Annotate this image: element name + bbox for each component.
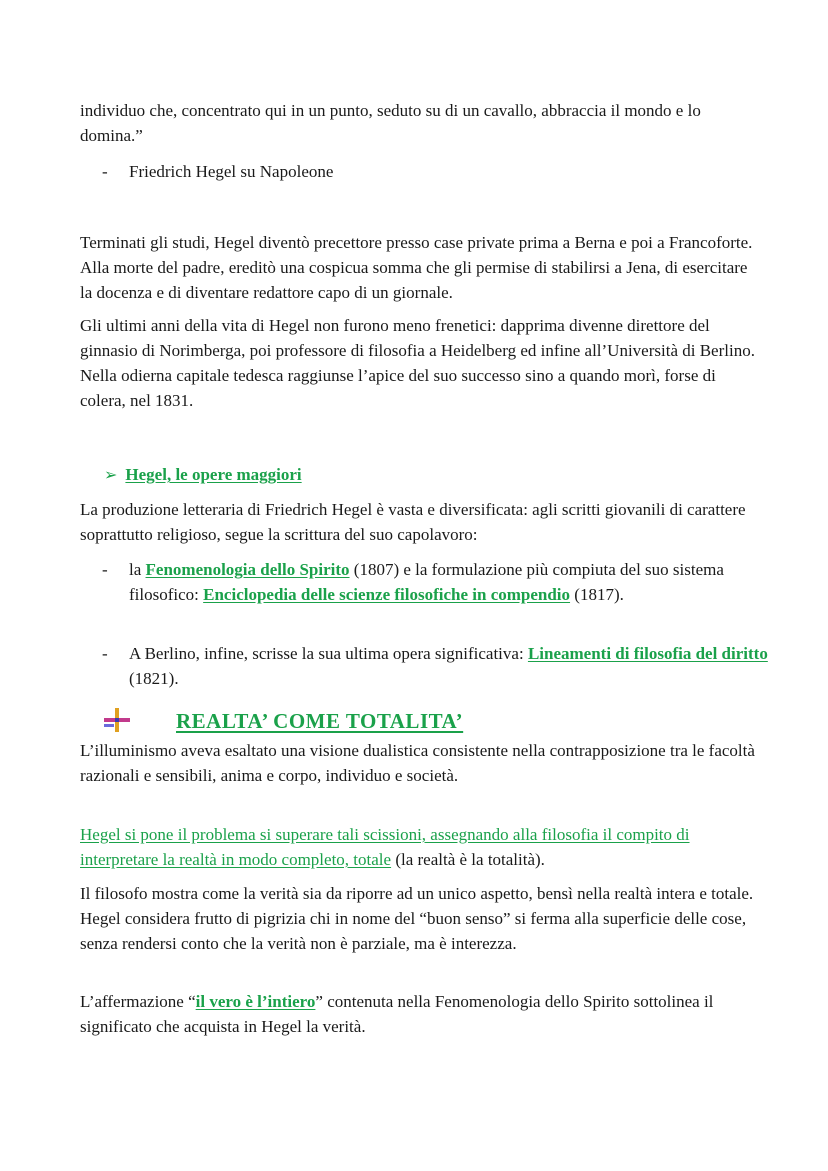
link-fenomenologia[interactable]: Fenomenologia dello Spirito: [145, 560, 350, 579]
section-paragraph-illuminismo: L’illuminismo aveva esaltato una visione dualistica consistente nella contrapposizione tra le facoltà razionali e sensibili, anima e corpo, individuo e società.: [80, 741, 755, 785]
section-paragraph-hegel-highlight: Hegel si pone il problema si superare tali scissioni, assegnando alla filosofia il compito di interpretare la realtà in modo completo, totale: [80, 825, 690, 869]
paragraph-last-years: Gli ultimi anni della vita di Hegel non furono meno frenetici: dapprima divenne direttore del ginnasio di Norimberga, poi professore di filosofia a Heidelberg ed infine all’Università di Berlino. Nella odierna capitale tedesca raggiunse l’apice del suo successo sino a quando morì, forse di colera, nel 1831.: [80, 316, 755, 410]
works-item1-dash: -: [102, 560, 108, 579]
affermazione-pre: L’affermazione “: [80, 992, 196, 1011]
works-intro: La produzione letteraria di Friedrich Hegel è vasta e diversificata: agli scritti giovanili di carattere soprattutto religioso, segue la scrittura del suo capolavoro:: [80, 500, 746, 544]
works-item1-mid: (1807) e la formulazione più compiuta del suo sistema filosofico:: [129, 560, 724, 604]
works-heading: [104, 462, 302, 487]
link-enciclopedia[interactable]: Enciclopedia delle scienze filosofiche in compendio: [203, 585, 571, 604]
works-item1: [129, 557, 769, 607]
quote-continuation: individuo che, concentrato qui in un punto, seduto su di un cavallo, abbraccia il mondo e lo domina.”: [80, 101, 701, 145]
quote-attribution: Friedrich Hegel su Napoleone: [129, 162, 334, 181]
paragraph-studies: Terminati gli studi, Hegel diventò precettore presso case private prima a Berna e poi a Francoforte. Alla morte del padre, ereditò una cospicua somma che gli permise di stabilirsi a Jena, di esercitare la docenza e di diventare redattore capo di un giornale.: [80, 233, 753, 302]
works-item2: [129, 641, 769, 691]
section-title: REALTA’ COME TOTALITA’: [176, 709, 464, 733]
section-paragraph-hegel-rest: (la realtà è la totalità).: [391, 850, 545, 869]
affermazione-post: ” contenuta nella Fenomenologia dello Spirito sottolinea il significato che acquista in Hegel la verità.: [80, 992, 714, 1036]
works-heading-link[interactable]: Hegel, le opere maggiori: [125, 465, 302, 484]
works-item2-post: (1821).: [129, 669, 179, 688]
link-lineamenti[interactable]: Lineamenti di filosofia del diritto: [527, 644, 768, 663]
section-paragraph-hegel: [80, 822, 760, 872]
arrow-bullet-icon: ➢: [104, 465, 118, 484]
cross-bullet-icon: [104, 708, 130, 732]
works-item1-pre: la: [129, 560, 146, 579]
works-item1-post: (1817).: [570, 585, 624, 604]
quote-dash: -: [102, 162, 108, 181]
section-paragraph-affermazione: [80, 989, 760, 1039]
section-paragraph-verita: Il filosofo mostra come la verità sia da riporre ad un unico aspetto, bensì nella realtà intera e totale. Hegel considera frutto di pigrizia chi in nome del “buon senso” si ferma alla superficie delle cose, senza rendersi conto che la verità non è parziale, ma è interezza.: [80, 884, 754, 953]
works-item2-pre: A Berlino, infine, scrisse la sua ultima opera significativa:: [129, 644, 528, 663]
link-il-vero[interactable]: il vero è l’intiero: [195, 992, 316, 1011]
works-item2-dash: -: [102, 644, 108, 663]
